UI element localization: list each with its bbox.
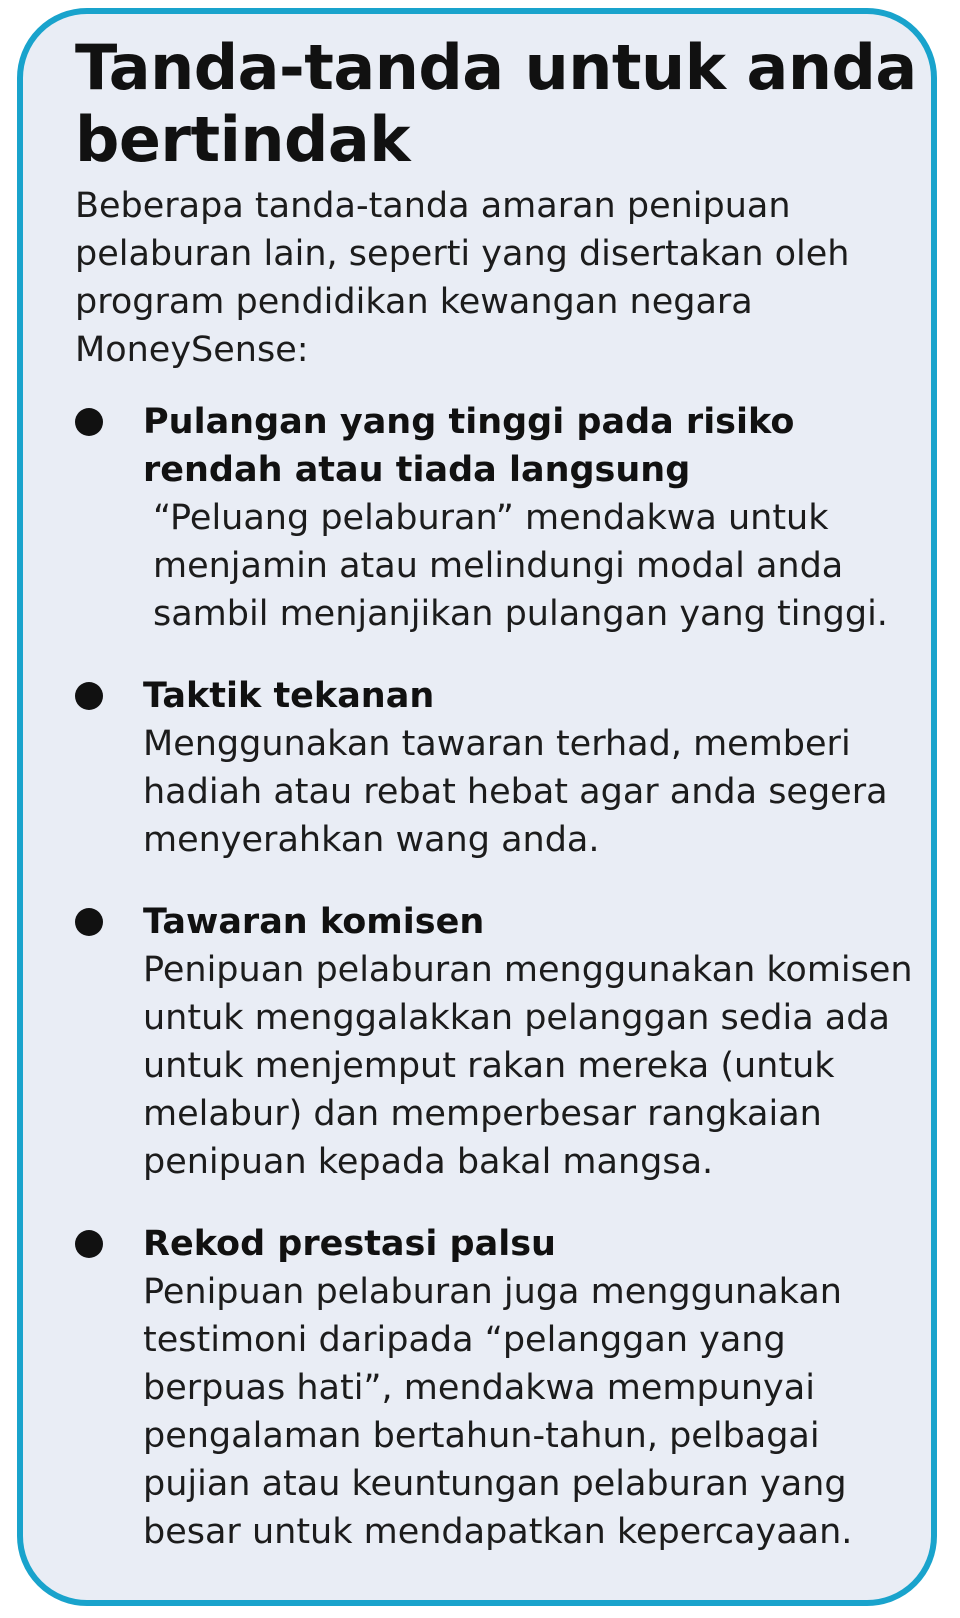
intro-text: Beberapa tanda-tanda amaran penipuan pelaburan lain, seperti yang disertakan oleh program pendidikan kewangan negara MoneySense: <box>75 186 850 370</box>
list-item <box>75 1220 935 1556</box>
warning-sign-list <box>75 398 935 1556</box>
list-item <box>75 672 935 864</box>
list-item <box>75 398 935 638</box>
info-card <box>17 8 937 1606</box>
list-item <box>75 898 935 1186</box>
item-body: Penipuan pelaburan menggunakan komisen untuk menggalakkan pelanggan sedia ada untuk menjemput rakan mereka (untuk melabur) dan memperbesar rangkaian penipuan kepada bakal mangsa. <box>143 950 913 1182</box>
bullet-icon <box>75 1230 103 1258</box>
item-body: “Peluang pelaburan” mendakwa untuk menjamin atau melindungi modal anda sambil menjanjikan pulangan yang tinggi. <box>153 498 888 634</box>
item-heading: Pulangan yang tinggi pada risiko rendah atau tiada langsung <box>143 402 795 490</box>
card-title: Tanda-tanda untuk anda bertindak <box>75 31 917 176</box>
bullet-icon <box>75 408 103 436</box>
item-heading: Tawaran komisen <box>143 902 485 942</box>
item-body: Menggunakan tawaran terhad, memberi hadiah atau rebat hebat agar anda segera menyerahkan wang anda. <box>143 724 888 860</box>
item-body: Penipuan pelaburan juga menggunakan testimoni daripada “pelanggan yang berpuas hati”, mendakwa mempunyai pengalaman bertahun-tahun, pelbagai pujian atau keuntungan pelaburan yang besar untuk mendapatkan kepercayaan. <box>143 1272 853 1552</box>
item-heading: Taktik tekanan <box>143 676 435 716</box>
bullet-icon <box>75 908 103 936</box>
item-heading: Rekod prestasi palsu <box>143 1224 556 1264</box>
bullet-icon <box>75 682 103 710</box>
card-content <box>75 32 935 1590</box>
